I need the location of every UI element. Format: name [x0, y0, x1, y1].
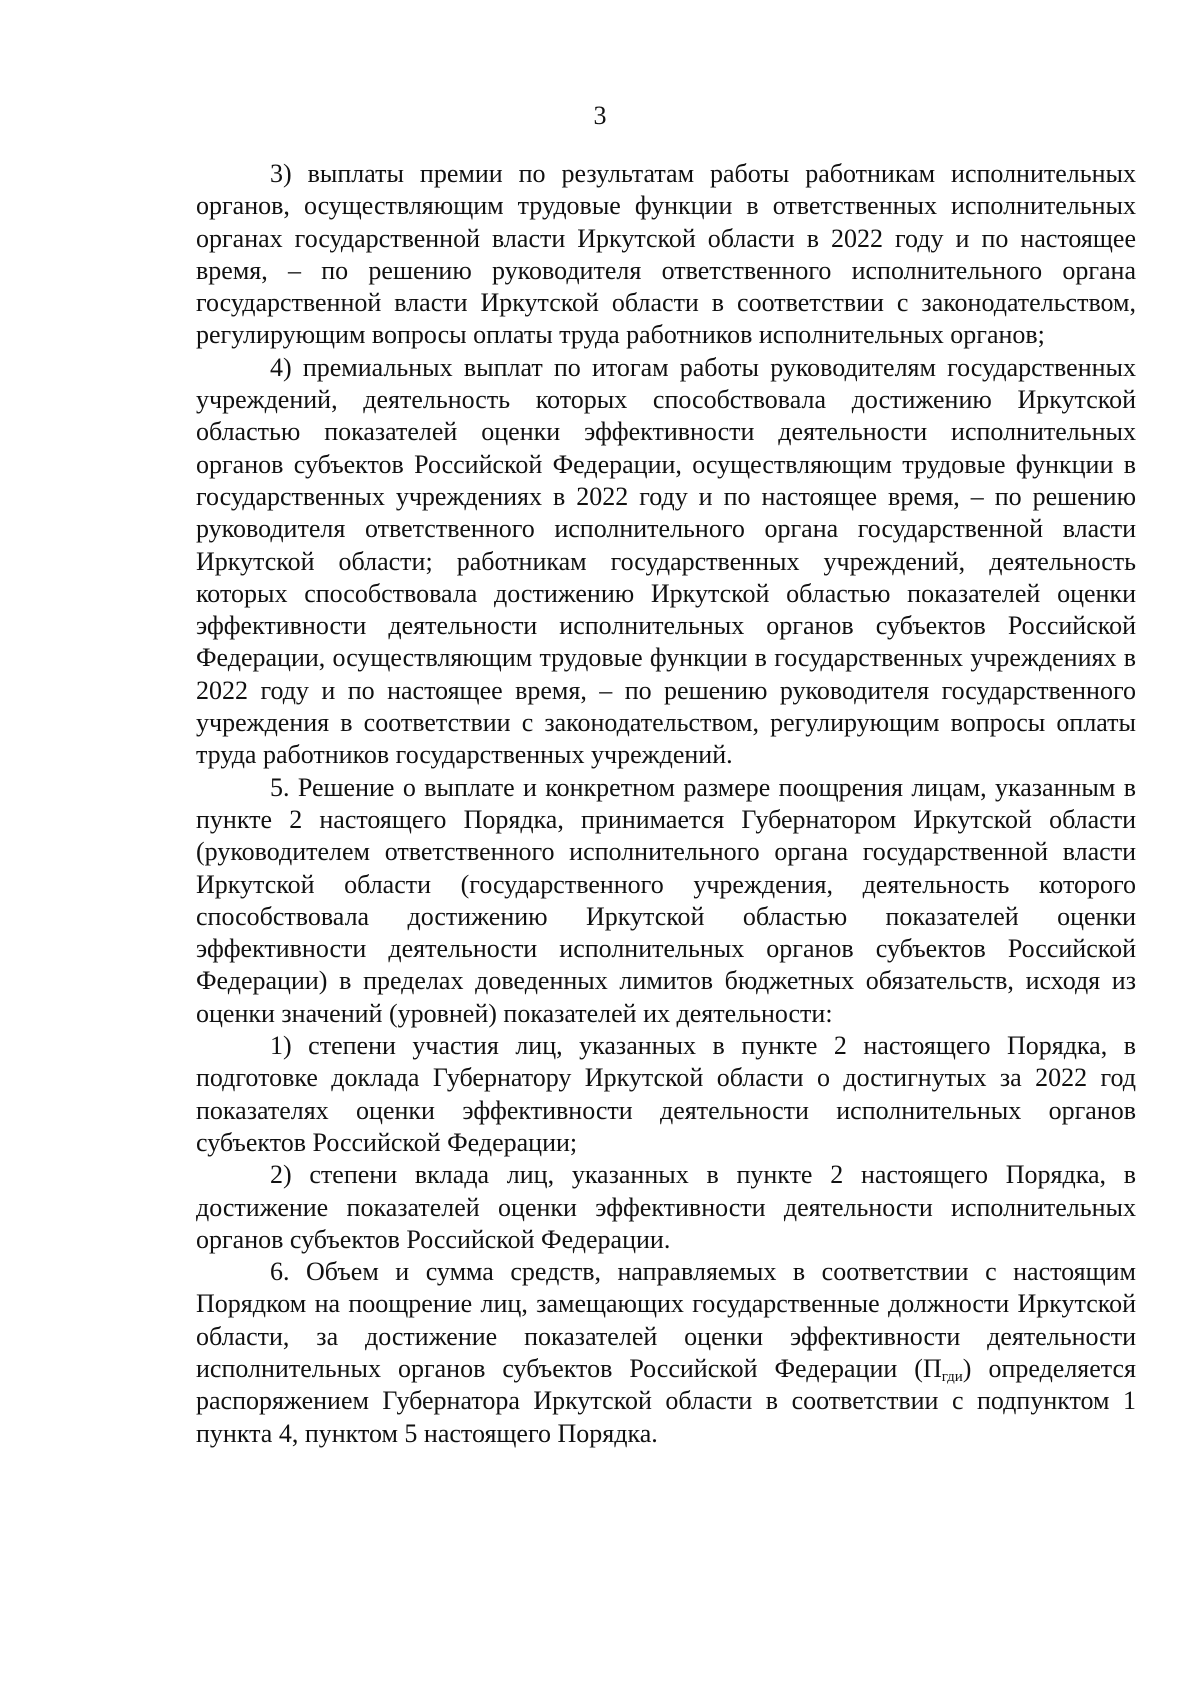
subscript-gdi: гди	[941, 1368, 963, 1385]
paragraph-6-text-start: 6. Объем и сумма средств, направляемых в соответствии с настоящим Порядком на поощрение лиц, замещающих государственные должности Иркутской области, за достижение показателей оценки эффективности деятельности исполнительных органов субъектов Российской Федерации (П	[196, 1257, 1136, 1383]
document-body	[196, 158, 1136, 1450]
paragraph-4-premium-payments: 4) премиальных выплат по итогам работы руководителям государственных учреждений, деятельность которых способствовала достижению Иркутской областью показателей оценки эффективности деятельности исполнительных органов субъектов Российской Федерации, осуществляющим трудовые функции в государственных учреждениях в 2022 году и по настоящее время, – по решению руководителя ответственного исполнительного органа государственной власти Иркутской области; работникам государственных учреждений, деятельность которых способствовала достижению Иркутской областью показателей оценки эффективности деятельности исполнительных органов субъектов Российской Федерации, осуществляющим трудовые функции в государственных учреждениях в 2022 году и по настоящее время, – по решению руководителя государственного учреждения в соответствии с законодательством, регулирующим вопросы оплаты труда работников государственных учреждений.	[196, 352, 1136, 770]
page-number: 3	[593, 101, 607, 130]
paragraph-5-decision: 5. Решение о выплате и конкретном размере поощрения лицам, указанным в пункте 2 настоящего Порядка, принимается Губернатором Иркутской области (руководителем ответственного исполнительного органа государственной власти Иркутской области (государственного учреждения, деятельность которого способствовала достижению Иркутской областью показателей оценки эффективности деятельности исполнительных органов субъектов Российской Федерации) в пределах доведенных лимитов бюджетных обязательств, исходя из оценки значений (уровней) показателей их деятельности:	[196, 772, 1136, 1028]
paragraph-5-1-participation: 1) степени участия лиц, указанных в пункте 2 настоящего Порядка, в подготовке доклада Губернатору Иркутской области о достигнутых за 2022 год показателях оценки эффективности деятельности исполнительных органов субъектов Российской Федерации;	[196, 1031, 1136, 1157]
paragraph-6-amount	[196, 1256, 1136, 1450]
paragraph-5-2-contribution: 2) степени вклада лиц, указанных в пункте 2 настоящего Порядка, в достижение показателей оценки эффективности деятельности исполнительных органов субъектов Российской Федерации.	[196, 1160, 1136, 1254]
paragraph-6-text-end: ) определяется распоряжением Губернатора Иркутской области в соответствии с подпунктом 1 пункта 4, пунктом 5 настоящего Порядка.	[196, 1353, 1136, 1448]
paragraph-3-bonus-payments: 3) выплаты премии по результатам работы работникам исполнительных органов, осуществляющим трудовые функции в ответственных исполнительных органах государственной власти Иркутской области в 2022 году и по настоящее время, – по решению руководителя ответственного исполнительного органа государственной власти Иркутской области в соответствии с законодательством, регулирующим вопросы оплаты труда работников исполнительных органов;	[196, 159, 1136, 350]
